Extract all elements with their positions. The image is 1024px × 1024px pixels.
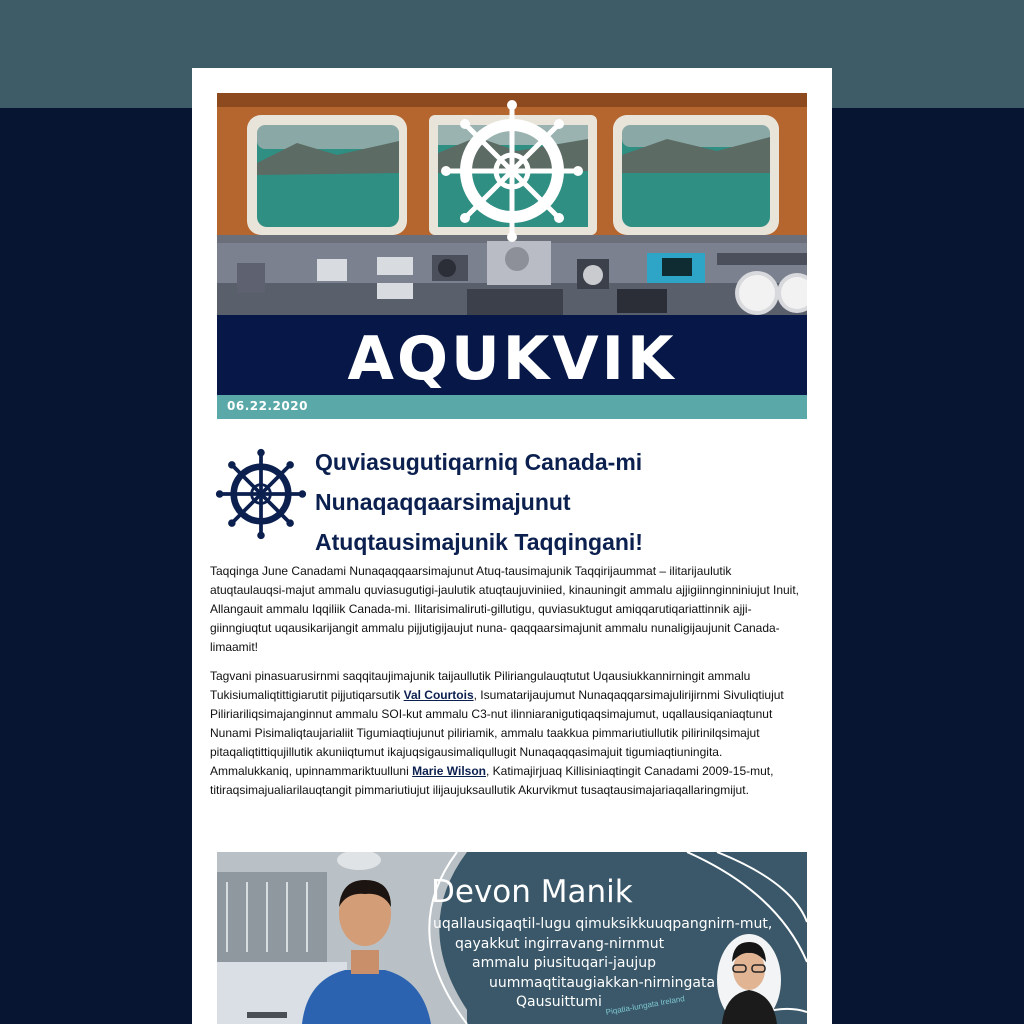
headline-line: Nunaqaqqaarsimajunut [315, 489, 571, 515]
feature-description-line: uummaqtitaugiakkan-nirningata [489, 975, 716, 991]
feature-description-line: ammalu piusituqari-jaujup [472, 955, 656, 971]
feature-description-line: qayakkut ingirravang-nirnmut [455, 936, 665, 952]
paragraph-text: , Isumatarijaujumut Nunaqaqqarsimajulirijirnmi Sivuliqtiujut Piliriariliqsimajanginnut ammalu SOI-kut ammalu C3-nut ilinniaranigutiqaqsimajumut, uqallausiqaniaqtunut Nunami Pisimaliqtaujarialiit Tigumiaqtiujunut piliriamik, ammalu taakkua pimmariutiullutik pilirinilqsimajut pitaqaliqtittiqujillutik akuniiqtumut ikajuqsigausimaliqullugit Nunaqaqqasimajuit tigumiaqtiuningita. Ammalukkaniq, upinnammariktuulluni [210, 688, 784, 778]
newsletter-title: AQUKVIK [347, 324, 677, 394]
feature-banner [217, 852, 807, 1024]
portrait-photo [717, 934, 781, 1024]
feature-description-line: Qausuittumi [516, 994, 602, 1010]
newsletter-card [192, 68, 832, 1024]
article-paragraph-2 [210, 667, 806, 800]
article-headline [315, 442, 785, 562]
photo-caption: Piqatia-lungata Ireland [605, 994, 686, 1017]
headline-line: Quviasugutiqarniq Canada-mi [315, 449, 643, 475]
banner-header [217, 93, 807, 419]
ship-wheel-icon [441, 100, 583, 242]
issue-date: 06.22.2020 [227, 399, 308, 413]
paragraph-text: Tagvani pinasuarusirnmi saqqitaujimajunik taijaullutik Piliriangulauqtutut Uqausiukkannirningit ammalu Tukisiumaliqtittigiarutit pijjutiqarsutik [210, 669, 751, 702]
val-courtois-link[interactable]: Val Courtois [403, 688, 474, 702]
feature-person-name: Devon Manik [431, 874, 633, 910]
ship-wheel-icon [214, 447, 308, 541]
paragraph-text: , Katimajirjuaq Killisiniaqtingit Canadami 2009-15-mut, titiraqsimajualiarilauqtangit pimmariutiujut ilijaujuksaullutik Akurvikmut tusaqtausimajariaqallaringmijut. [210, 764, 774, 797]
marie-wilson-link[interactable]: Marie Wilson [412, 764, 486, 778]
feature-description-line: uqallausiqaqtil-lugu qimuksikkuuqpangnirn-mut, [433, 916, 773, 932]
headline-line: Atuqtausimajunik Taqqingani! [315, 529, 643, 555]
article-paragraph-1: Taqqinga June Canadami Nunaqaqqaarsimajunut Atuq-tausimajunik Taqqirijaummat – ilitarijaulutik atuqtaulauqsi-majut ammalu quviasugutigi-jaulutik atuqtaujuviniied, kinauningit ammalu ajjigiinnginniniujut Inuit, Allangauit ammalu Iqqiliik Canada-mi. Ilitarisimaliruti-gillutigu, quviasuktugut amiqqarutiqariattinnik ajji-giinngiuqtut uqausikarijangit ammalu pijjutigijaujut nuna- qaqqaarsimajunit ammalu nunaligijaujunit Canada-limaamit! [210, 564, 800, 654]
